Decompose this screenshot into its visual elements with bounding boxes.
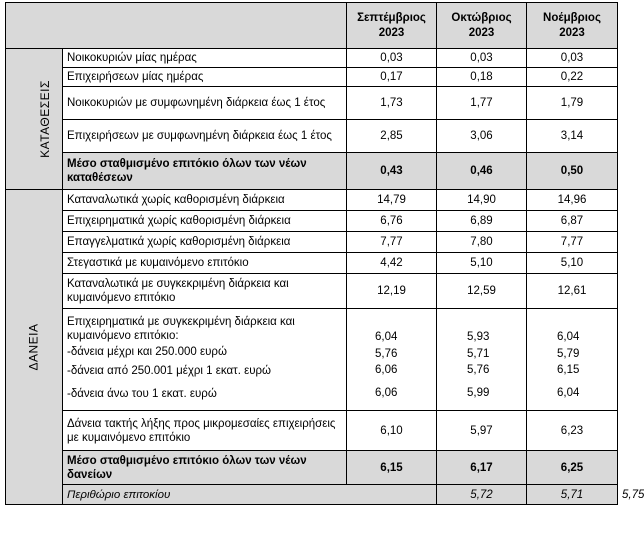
value-september: 6,06	[375, 387, 398, 399]
margin-october: 5,71	[527, 485, 618, 505]
row-label: Μέσο σταθμισμένο επιτόκιο όλων των νέων δανείων	[63, 451, 347, 485]
deposits-total-row	[6, 153, 618, 190]
value-september: 6,06	[375, 364, 398, 376]
value-november: 6,04	[557, 331, 580, 343]
value-october: 6,89	[437, 211, 527, 232]
value-november: 6,23	[527, 411, 618, 451]
row-label: Επαγγελματικά χωρίς καθορισμένη διάρκεια	[63, 232, 347, 253]
value-october: 7,80	[437, 232, 527, 253]
business-loans-label-cell	[63, 309, 347, 411]
value-september: 0,17	[347, 68, 437, 87]
value-november: 7,77	[527, 232, 618, 253]
row-label: Μέσο σταθμισμένο επιτόκιο όλων των νέων καταθέσεων	[63, 153, 347, 190]
business-september-cell	[347, 309, 437, 411]
value-september: 6,04	[375, 331, 398, 343]
value-november: 6,04	[557, 387, 580, 399]
value-november: 6,25	[527, 451, 618, 485]
row-label: Νοικοκυριών μίας ημέρας	[63, 49, 347, 68]
table-row	[6, 68, 618, 87]
value-november: 0,50	[527, 153, 618, 190]
value-october: 5,10	[437, 253, 527, 274]
value-october: 6,17	[437, 451, 527, 485]
margin-september: 5,72	[437, 485, 527, 505]
row-label: Καταναλωτικά χωρίς καθορισμένη διάρκεια	[63, 190, 347, 211]
value-october: 14,90	[437, 190, 527, 211]
table-row	[6, 211, 618, 232]
table-row	[6, 190, 618, 211]
table-row	[6, 120, 618, 153]
value-september: 0,43	[347, 153, 437, 190]
value-november: 0,22	[527, 68, 618, 87]
row-label: Καταναλωτικά με συγκεκριμένη διάρκεια και κυμαινόμενο επιτόκιο	[63, 274, 347, 309]
value-october: 1,77	[437, 87, 527, 120]
value-october: 3,06	[437, 120, 527, 153]
value-september: 14,79	[347, 190, 437, 211]
value-september: 1,73	[347, 87, 437, 120]
table-row	[6, 274, 618, 309]
row-label: Δάνεια τακτής λήξης προς μικρομεσαίες επιχειρήσεις με κυμαινόμενο επιτόκιο	[63, 411, 347, 451]
value-september: 0,03	[347, 49, 437, 68]
value-september: 12,19	[347, 274, 437, 309]
header-october: Οκτώβριος 2023	[437, 3, 527, 49]
header-november: Νοέμβριος 2023	[527, 3, 618, 49]
business-october-cell	[437, 309, 527, 411]
sub-label-medium: -δάνεια από 250.001 μέχρι 1 εκατ. ευρώ	[67, 365, 272, 377]
interest-rate-table-container	[5, 2, 644, 505]
business-november-cell	[527, 309, 618, 411]
sub-label-small: -δάνεια μέχρι και 250.000 ευρώ	[67, 346, 227, 358]
value-october: 0,46	[437, 153, 527, 190]
value-november: 14,96	[527, 190, 618, 211]
value-november: 5,10	[527, 253, 618, 274]
sub-label-large: -δάνεια άνω του 1 εκατ. ευρώ	[67, 388, 217, 400]
margin-row: Περιθώριο επιτοκίου 5,72 5,71 5,75	[6, 485, 618, 505]
sme-loans-row	[6, 411, 618, 451]
value-october: 12,59	[437, 274, 527, 309]
value-september: 7,77	[347, 232, 437, 253]
value-september: 6,15	[347, 451, 437, 485]
loans-total-row	[6, 451, 618, 485]
margin-label: Περιθώριο επιτοκίου	[63, 485, 437, 505]
value-november: 6,15	[557, 364, 580, 376]
table-row	[6, 49, 618, 68]
row-label: Επιχειρηματικά με συγκεκριμένη διάρκεια και κυμαινόμενο επιτόκιο:	[67, 316, 295, 342]
value-october: 5,76	[467, 364, 490, 376]
value-november: 12,61	[527, 274, 618, 309]
row-label: Επιχειρήσεων μίας ημέρας	[63, 68, 347, 87]
value-september: 4,42	[347, 253, 437, 274]
value-october: 0,03	[437, 49, 527, 68]
value-october: 5,99	[467, 387, 490, 399]
value-september: 5,76	[375, 348, 398, 360]
value-october: 0,18	[437, 68, 527, 87]
row-label: Στεγαστικά με κυμαινόμενο επιτόκιο	[63, 253, 347, 274]
header-blank	[6, 3, 347, 49]
header-september: Σεπτέμβριος 2023	[347, 3, 437, 49]
header-row	[6, 3, 618, 49]
value-november: 6,87	[527, 211, 618, 232]
value-november: 3,14	[527, 120, 618, 153]
value-november: 5,79	[557, 348, 580, 360]
value-september: 6,10	[347, 411, 437, 451]
interest-rate-table	[5, 2, 644, 505]
value-october: 5,97	[437, 411, 527, 451]
table-row	[6, 232, 618, 253]
value-november: 1,79	[527, 87, 618, 120]
value-november: 0,03	[527, 49, 618, 68]
table-row	[6, 253, 618, 274]
table-row	[6, 87, 618, 120]
value-september: 2,85	[347, 120, 437, 153]
deposits-side-label: ΚΑΤΑΘΕΣΕΙΣ	[6, 49, 63, 190]
row-label: Νοικοκυριών με συμφωνημένη διάρκεια έως 1 έτος	[63, 87, 347, 120]
row-label: Επιχειρηματικά χωρίς καθορισμένη διάρκεια	[63, 211, 347, 232]
value-october: 5,93	[467, 331, 490, 343]
value-october: 5,71	[467, 348, 490, 360]
loans-side-label: ΔΑΝΕΙΑ	[6, 190, 63, 505]
row-label: Επιχειρήσεων με συμφωνημένη διάρκεια έως 1 έτος	[63, 120, 347, 153]
business-loans-row	[6, 309, 618, 411]
value-september: 6,76	[347, 211, 437, 232]
